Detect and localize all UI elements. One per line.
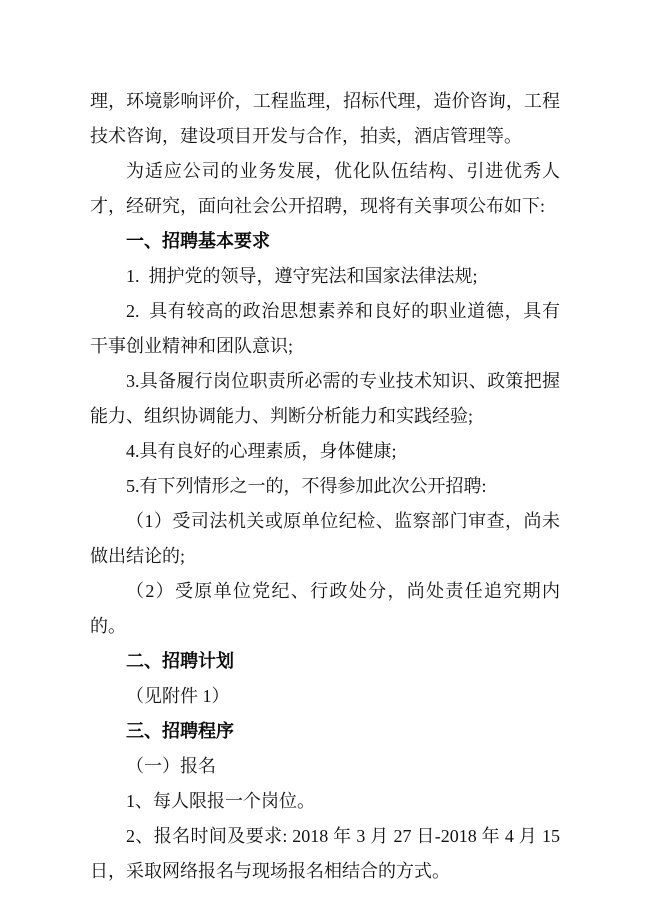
subsection-heading: （一）报名: [126, 756, 216, 776]
list-sub-item: （1）受司法机关或原单位纪检、监察部门审查，尚未做出结论的;: [90, 511, 560, 566]
section-heading-2: 二、招聘计划: [126, 651, 234, 671]
document-paragraph: 为适应公司的业务发展，优化队伍结构、引进优秀人才，经研究，面向社会公开招聘，现将有关事项公布如下:: [90, 161, 560, 216]
list-item: 1、每人限报一个岗位。: [126, 791, 315, 811]
section-heading-3: 三、招聘程序: [126, 721, 234, 741]
list-item: 1. 拥护党的领导，遵守宪法和国家法律法规;: [126, 266, 478, 286]
list-item: 2. 具有较高的政治思想素养和良好的职业道德，具有干事创业精神和团队意识;: [90, 301, 560, 356]
list-item: 5.有下列情形之一的，不得参加此次公开招聘:: [126, 476, 487, 496]
document-paragraph: 理，环境影响评价，工程监理，招标代理，造价咨询，工程技术咨询，建设项目开发与合作，拍卖，酒店管理等。: [90, 91, 560, 146]
section-heading-1: 一、招聘基本要求: [126, 231, 270, 251]
attachment-reference: （见附件 1）: [126, 686, 230, 706]
list-item: 2、报名时间及要求: 2018 年 3 月 27 日-2018 年 4 月 15 日，采取网络报名与现场报名相结合的方式。: [90, 826, 560, 881]
list-sub-item: （2）受原单位党纪、行政处分，尚处责任追究期内的。: [90, 581, 560, 636]
list-item: 3.具备履行岗位职责所必需的专业技术知识、政策把握能力、组织协调能力、判断分析能力和实践经验;: [90, 371, 560, 426]
list-item: 4.具有良好的心理素质，身体健康;: [126, 441, 397, 461]
